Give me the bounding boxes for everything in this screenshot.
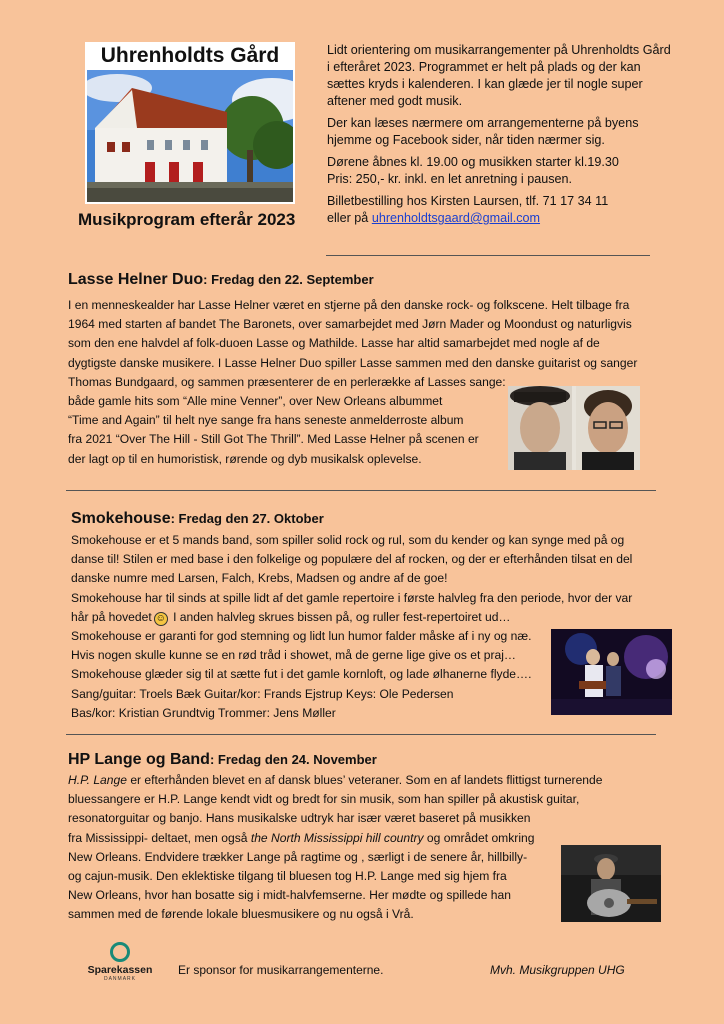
text-line: “Time and Again” til helt nye sange fra hans seneste anmelderroste album — [68, 413, 464, 428]
text-line: både gamle hits som “Alle mine Venner”, over New Orleans albummet — [68, 394, 443, 409]
text-line: og cajun-musik. Den eklektiske tilgang til bluesen tog H.P. Lange med sig hjem fra — [68, 869, 507, 884]
divider — [66, 490, 656, 491]
section-title-lasse: Lasse Helner Duo: Fredag den 22. September — [68, 271, 374, 288]
logo-title: Uhrenholdts Gård — [100, 44, 280, 67]
email-link[interactable]: uhrenholdtsgaard@gmail.com — [371, 211, 541, 225]
text-line: Hvis nogen skulle kunne se en rød tråd i showet, må de gerne lige give os et praj… — [71, 648, 517, 663]
sparekassen-icon — [110, 942, 130, 962]
sponsor-logo — [86, 942, 154, 982]
text-line: Sang/guitar: Troels Bæk Guitar/kor: Frands Ejstrup Keys: Ole Pedersen — [71, 686, 454, 701]
sponsor-name: Sparekassen — [87, 964, 153, 976]
band-name: HP Lange og Band — [68, 751, 210, 768]
text-line: Thomas Bundgaard, og sammen præsenterer de en perlerække af Lasses sange: — [68, 374, 506, 389]
text-line: New Orleans. Endvidere trækker Lange på ragtime og , særligt i de senere år, hillbilly- — [68, 849, 528, 864]
text-line: Smokehouse er et 5 mands band, som spiller solid rock og rul, som du kender og kan synge med på og — [71, 533, 625, 547]
text-line: Smokehouse glæder sig til at sætte fut i det gamle kornloft, og lade ølhanerne flyde…. — [71, 667, 532, 682]
concert-date: Fredag den 27. Oktober — [178, 511, 324, 526]
text-line: sammen med de førende lokale bluesmusikere og nu også i Vrå. — [68, 907, 414, 922]
text-line: dygtigste danske musikere. I Lasse Helner Duo spiller Lasse sammen med den danske guitarist og sanger — [68, 355, 638, 370]
text-fragment: H.P. Lange — [68, 773, 127, 787]
divider — [66, 734, 656, 735]
price: Pris: 250,- kr. inkl. en let anretning i pausen. — [327, 172, 573, 186]
ticket-info: Billetbestilling hos Kirsten Laursen, tlf. 71 17 34 11 — [327, 194, 609, 208]
text-fragment: er efterhånden blevet en af dansk blues’ veteraner. Som en af landets flittigst turnerende — [126, 773, 603, 787]
text-fragment: I anden halvleg skrues bissen på, og ruller fest-repertoiret ud… — [169, 609, 511, 624]
text-line: danske numre med Larsen, Falch, Krebs, Madsen og andre af de goe! — [71, 571, 448, 586]
text-line: bluessangere er H.P. Lange kendt vidt og bredt for sin musik, som han spiller på akustisk guitar, — [68, 792, 580, 807]
text-line: der lagt op til en humoristisk, rørende og dyb musikalsk oplevelse. — [68, 451, 422, 466]
section-title-smokehouse: Smokehouse: Fredag den 27. Oktober — [71, 510, 324, 527]
text-line: som den ene halvdel af folk-duoen Lasse og Mathilde. Lasse har altid samarbejdet med nogle af de — [68, 336, 600, 351]
program-subtitle: Musikprogram efterår 2023 — [78, 210, 296, 229]
sponsor-country: DANMARK — [103, 976, 136, 982]
band-name: Lasse Helner Duo — [68, 271, 204, 288]
divider — [326, 255, 650, 256]
text-line — [71, 608, 671, 627]
sponsor-text: Er sponsor for musikarrangementerne. — [178, 963, 384, 977]
smokehouse-photo — [551, 629, 672, 715]
text-line: Smokehouse er garanti for god stemning og lidt lun humor falder måske af i ny og næ. — [71, 629, 532, 644]
signature: Mvh. Musikgruppen UHG — [490, 963, 625, 977]
text-fragment: og området omkring — [423, 830, 535, 845]
section-title-hp-lange: HP Lange og Band: Fredag den 24. November — [68, 751, 377, 768]
text-line: danse til! Stilen er med base i den folkelige og populære del af rocken, og der er efterhånden tilsat en del — [71, 552, 633, 567]
smiley-icon: ☺ — [155, 612, 166, 624]
text-fragment: the North Mississippi hill country — [250, 830, 424, 845]
hp-lange-photo — [561, 845, 661, 922]
intro-paragraph-1: Lidt orientering om musikarrangementer på Uhrenholdts Gård i efteråret 2023. Programmet er helt på plads og der kan sættes kryds i kalenderen. I kan glæde jer til nogle super aftener med godt musik. — [327, 43, 671, 108]
lasse-duo-photo — [508, 386, 640, 470]
concert-date: Fredag den 22. September — [211, 272, 374, 287]
text-line: 1964 med starten af bandet The Baronets, over samarbejdet med Jørn Mader og Moondust og naturligvis — [68, 317, 632, 332]
intro-paragraph-4 — [327, 193, 672, 227]
farmhouse-photo — [87, 70, 293, 202]
logo-box — [85, 42, 295, 204]
text-line: New Orleans, hvor han bosatte sig i midt-halvfemserne. Her mødte og spillede han — [68, 888, 511, 903]
doors-time: Dørene åbnes kl. 19.00 og musikken starter kl.19.30 — [327, 155, 619, 169]
intro-paragraph-2: Der kan læses nærmere om arrangementerne på byens hjemme og Facebook sider, når tiden nærmer sig. — [327, 116, 639, 147]
text-line: Bas/kor: Kristian Grundtvig Trommer: Jens Møller — [71, 705, 336, 720]
text-line: Smokehouse har til sinds at spille lidt af det gamle repertoire i første halvleg fra den periode, hvor der var — [71, 590, 633, 605]
text-line: fra 2021 “Over The Hill - Still Got The Thrill”. Med Lasse Helner på scenen er — [68, 432, 479, 447]
concert-date: Fredag den 24. November — [217, 752, 377, 767]
intro-paragraph-3 — [327, 154, 672, 188]
email-prefix: eller på — [327, 211, 372, 225]
band-name: Smokehouse — [71, 510, 171, 527]
text-fragment: hår på hovedet — [71, 609, 152, 624]
intro-text — [327, 42, 672, 232]
text-line: resonatorguitar og banjo. Hans musikalske udtryk har især været baseret på musikken — [68, 811, 531, 826]
text-line — [68, 771, 668, 790]
text-fragment: fra Mississippi- deltaet, men også — [68, 830, 251, 845]
text-line: I en menneskealder har Lasse Helner været en stjerne på den danske rock- og folkscene. Helt tilbage fra — [68, 298, 630, 312]
